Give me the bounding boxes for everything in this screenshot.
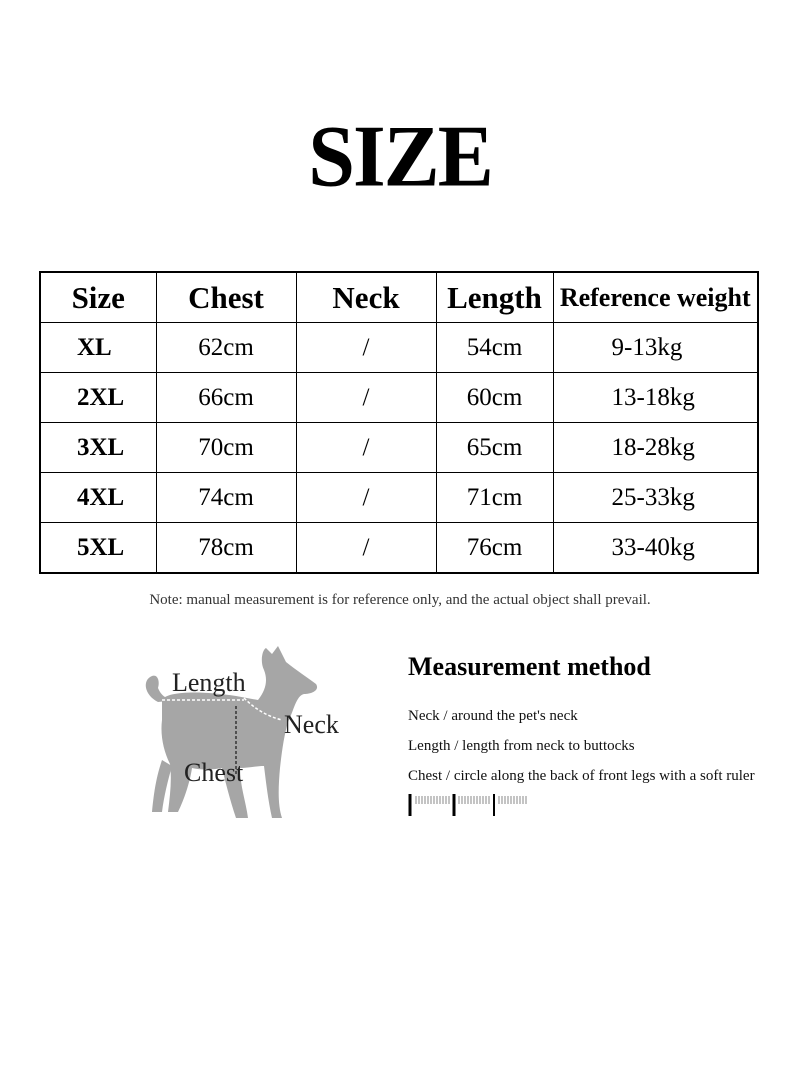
size-cell: XL <box>40 323 156 373</box>
table-header-row <box>40 272 758 323</box>
length-cell: 60cm <box>436 373 553 423</box>
size-cell: 4XL <box>40 473 156 523</box>
header-reference-weight: Reference weight <box>553 272 758 323</box>
table-row <box>40 523 758 574</box>
neck-cell: / <box>296 523 436 574</box>
neck-cell: / <box>296 323 436 373</box>
ruler-icon <box>408 792 538 820</box>
weight-cell: 9-13kg <box>553 323 758 373</box>
length-cell: 76cm <box>436 523 553 574</box>
chest-cell: 70cm <box>156 423 296 473</box>
diagram-label-neck: Neck <box>284 710 339 739</box>
neck-cell: / <box>296 373 436 423</box>
table-row <box>40 323 758 373</box>
header-length: Length <box>436 272 553 323</box>
page-title: SIZE <box>308 107 492 206</box>
method-line-chest: Chest / circle along the back of front legs with a soft ruler <box>408 768 755 784</box>
length-cell: 71cm <box>436 473 553 523</box>
chest-cell: 66cm <box>156 373 296 423</box>
table-row <box>40 373 758 423</box>
size-cell: 3XL <box>40 423 156 473</box>
chest-cell: 74cm <box>156 473 296 523</box>
chest-cell: 62cm <box>156 323 296 373</box>
measurement-method-title: Measurement method <box>408 652 651 681</box>
chest-cell: 78cm <box>156 523 296 574</box>
dog-measurement-diagram <box>136 640 358 840</box>
size-chart-table <box>39 271 759 574</box>
header-neck: Neck <box>296 272 436 323</box>
header-chest: Chest <box>156 272 296 323</box>
length-cell: 65cm <box>436 423 553 473</box>
neck-cell: / <box>296 423 436 473</box>
diagram-label-length: Length <box>172 668 246 697</box>
header-size: Size <box>40 272 156 323</box>
weight-cell: 33-40kg <box>553 523 758 574</box>
table-row <box>40 423 758 473</box>
length-cell: 54cm <box>436 323 553 373</box>
dog-silhouette-icon <box>136 640 358 840</box>
diagram-label-chest: Chest <box>184 758 244 787</box>
weight-cell: 25-33kg <box>553 473 758 523</box>
size-cell: 2XL <box>40 373 156 423</box>
weight-cell: 18-28kg <box>553 423 758 473</box>
neck-cell: / <box>296 473 436 523</box>
method-line-neck: Neck / around the pet's neck <box>408 708 578 724</box>
measurement-note: Note: manual measurement is for reference only, and the actual object shall prevail. <box>149 592 651 608</box>
method-line-length: Length / length from neck to buttocks <box>408 738 635 754</box>
size-cell: 5XL <box>40 523 156 574</box>
table-row <box>40 473 758 523</box>
weight-cell: 13-18kg <box>553 373 758 423</box>
